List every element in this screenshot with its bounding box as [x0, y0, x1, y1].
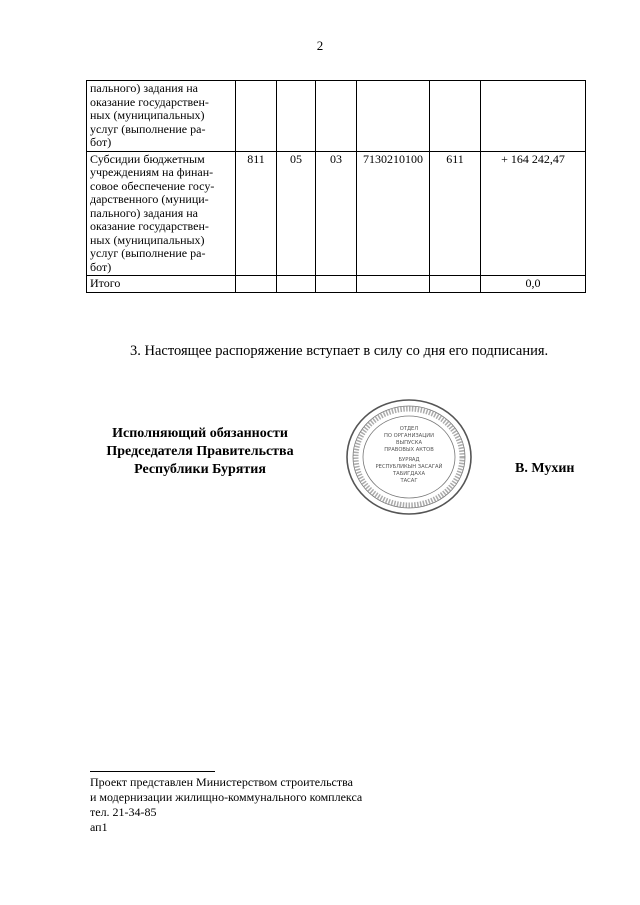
name-line: пального) задания на	[90, 205, 198, 220]
footnote-line: тел. 21-34-85	[90, 805, 157, 819]
target-article-cell	[357, 276, 430, 293]
expense-type-cell	[430, 276, 481, 293]
row-name-cell	[87, 151, 236, 276]
expense-type-cell: 611	[430, 151, 481, 276]
name-line: пального) задания на	[90, 81, 198, 95]
ministry-code-cell	[236, 276, 277, 293]
table-row	[87, 151, 586, 276]
name-line: Итого	[90, 276, 121, 290]
footnote-divider	[90, 771, 215, 772]
amount-cell: + 164 242,47	[481, 151, 586, 276]
table-row	[87, 276, 586, 293]
budget-table	[86, 80, 586, 293]
total-amount-cell: 0,0	[481, 276, 586, 293]
ministry-code-cell	[236, 81, 277, 152]
name-line: оказание государствен-	[90, 94, 209, 109]
subsection-code-cell	[316, 81, 357, 152]
svg-text:ТАБИГДАХА: ТАБИГДАХА	[392, 471, 426, 477]
name-line: совое обеспечение госу-	[90, 178, 215, 193]
name-line: учреждениям на финан-	[90, 165, 214, 179]
subsection-code-cell	[316, 276, 357, 293]
signatory-position	[90, 425, 310, 479]
footnote-line: ап1	[90, 820, 108, 834]
official-seal-stamp	[344, 397, 474, 517]
svg-text:ТАСАГ: ТАСАГ	[400, 478, 418, 484]
section-code-cell: 05	[277, 151, 316, 276]
svg-text:БУРЯАД: БУРЯАД	[398, 457, 420, 463]
position-line: Исполняющий обязанности	[112, 426, 288, 441]
name-line: ных (муниципальных)	[90, 232, 205, 247]
name-line: оказание государствен-	[90, 219, 209, 233]
svg-text:ПО ОРГАНИЗАЦИИ: ПО ОРГАНИЗАЦИИ	[383, 433, 435, 439]
name-line: бот)	[90, 259, 112, 274]
ministry-code-cell: 811	[236, 151, 277, 276]
name-line: бот)	[90, 135, 112, 149]
name-line: услуг (выполнение ра-	[90, 246, 206, 260]
row-name-cell	[87, 81, 236, 152]
name-line: ных (муниципальных)	[90, 108, 205, 122]
target-article-cell	[357, 81, 430, 152]
row-name-cell	[87, 276, 236, 293]
svg-text:ВЫПУСКА: ВЫПУСКА	[395, 440, 423, 446]
svg-text:РЕСПУБЛИКЫН ЗАСАГАЙ: РЕСПУБЛИКЫН ЗАСАГАЙ	[375, 464, 443, 470]
position-line: Республики Бурятия	[134, 462, 266, 477]
svg-text:ПРАВОВЫХ АКТОВ: ПРАВОВЫХ АКТОВ	[384, 447, 434, 453]
footnote-line: Проект представлен Министерством строительства	[90, 775, 353, 789]
footnote	[90, 775, 362, 835]
signatory-name: В. Мухин	[515, 461, 575, 476]
svg-text:ОТДЕЛ: ОТДЕЛ	[399, 426, 419, 432]
section-code-cell	[277, 276, 316, 293]
target-article-cell: 7130210100	[357, 151, 430, 276]
page-number: 2	[316, 38, 324, 53]
section-code-cell	[277, 81, 316, 152]
name-line: Субсидии бюджетным	[90, 151, 205, 166]
effective-date-paragraph: 3. Настоящее распоряжение вступает в силу со дня его подписания.	[130, 343, 549, 359]
name-line: услуг (выполнение ра-	[90, 121, 206, 136]
position-line: Председателя Правительства	[106, 444, 294, 459]
table-row	[87, 81, 586, 152]
expense-type-cell	[430, 81, 481, 152]
name-line: дарственного (муници-	[90, 192, 209, 206]
amount-cell	[481, 81, 586, 152]
footnote-line: и модернизации жилищно-коммунального комплекса	[90, 790, 363, 804]
subsection-code-cell: 03	[316, 151, 357, 276]
